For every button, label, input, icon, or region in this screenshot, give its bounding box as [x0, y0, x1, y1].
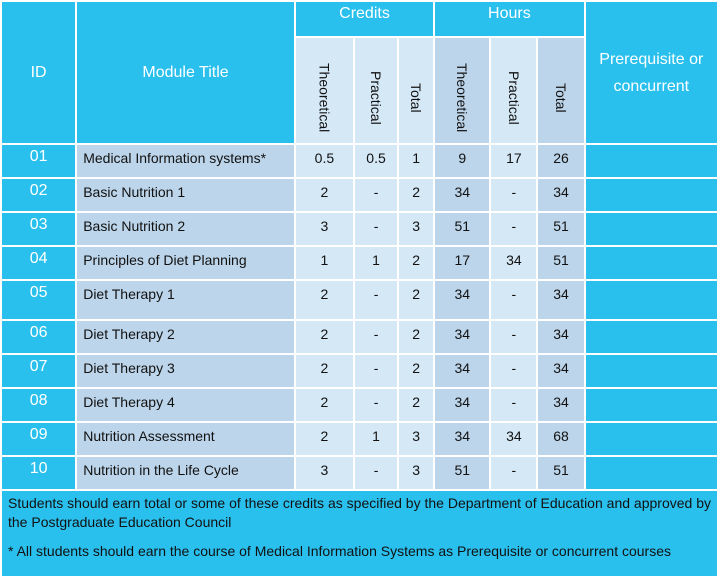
module-id-cell: 05	[2, 281, 75, 319]
module-title-cell: Diet Therapy 4	[77, 389, 294, 421]
credits-total-cell: 2	[399, 389, 433, 421]
module-title-cell: Basic Nutrition 1	[77, 179, 294, 211]
hours-total-cell: 68	[538, 423, 583, 455]
credits-total-cell: 3	[399, 457, 433, 489]
module-title-cell: Diet Therapy 2	[77, 321, 294, 353]
module-title-cell: Principles of Diet Planning	[77, 247, 294, 279]
credits-practical-header	[355, 38, 397, 143]
credits-theoretical-header	[296, 38, 353, 143]
hours-theoretical-cell: 9	[435, 145, 489, 177]
table-row	[2, 247, 717, 279]
hours-total-cell: 34	[538, 355, 583, 387]
credits-theoretical-label: Theoretical	[316, 62, 333, 133]
credits-theoretical-cell: 3	[296, 457, 353, 489]
module-title-cell: Nutrition in the Life Cycle	[77, 457, 294, 489]
module-id-cell: 10	[2, 457, 75, 489]
table-row	[2, 389, 717, 421]
table-row	[2, 281, 717, 319]
hours-theoretical-label: Theoretical	[454, 62, 471, 133]
credits-theoretical-cell: 0.5	[296, 145, 353, 177]
hours-theoretical-cell: 34	[435, 423, 489, 455]
credits-practical-label: Practical	[368, 70, 385, 125]
hours-practical-cell: -	[491, 389, 536, 421]
credits-total-header	[399, 38, 433, 143]
hours-practical-cell: -	[491, 321, 536, 353]
prerequisite-cell	[586, 281, 717, 319]
credits-practical-cell: 0.5	[355, 145, 397, 177]
hours-header: Hours	[435, 2, 583, 36]
module-title-cell: Nutrition Assessment	[77, 423, 294, 455]
prerequisite-cell	[586, 179, 717, 211]
hours-practical-cell: -	[491, 179, 536, 211]
hours-total-cell: 51	[538, 213, 583, 245]
credits-total-cell: 2	[399, 321, 433, 353]
hours-total-cell: 34	[538, 321, 583, 353]
credits-theoretical-cell: 1	[296, 247, 353, 279]
credits-practical-cell: 1	[355, 247, 397, 279]
table-row	[2, 179, 717, 211]
credits-theoretical-cell: 2	[296, 355, 353, 387]
hours-practical-cell: 17	[491, 145, 536, 177]
hours-theoretical-cell: 51	[435, 213, 489, 245]
prerequisite-header: Prerequisite or concurrent	[586, 2, 717, 143]
module-id-cell: 04	[2, 247, 75, 279]
credits-theoretical-cell: 2	[296, 321, 353, 353]
credits-theoretical-cell: 2	[296, 389, 353, 421]
credits-total-cell: 1	[399, 145, 433, 177]
prerequisite-cell	[586, 145, 717, 177]
prerequisite-cell	[586, 213, 717, 245]
module-id-cell: 02	[2, 179, 75, 211]
hours-practical-cell: -	[491, 213, 536, 245]
hours-theoretical-cell: 34	[435, 321, 489, 353]
credits-practical-cell: 1	[355, 423, 397, 455]
table-row	[2, 355, 717, 387]
table-row	[2, 145, 717, 177]
module-title-header: Module Title	[77, 2, 294, 143]
credits-total-cell: 2	[399, 179, 433, 211]
module-id-cell: 03	[2, 213, 75, 245]
prerequisite-cell	[586, 457, 717, 489]
hours-theoretical-cell: 51	[435, 457, 489, 489]
hours-practical-cell: -	[491, 355, 536, 387]
credits-theoretical-cell: 3	[296, 213, 353, 245]
hours-total-cell: 34	[538, 389, 583, 421]
hours-practical-cell: -	[491, 457, 536, 489]
module-id-cell: 09	[2, 423, 75, 455]
module-title-cell: Medical Information systems*	[77, 145, 294, 177]
hours-theoretical-header	[435, 38, 489, 143]
hours-total-cell: 34	[538, 281, 583, 319]
hours-theoretical-cell: 34	[435, 355, 489, 387]
credits-practical-cell: -	[355, 389, 397, 421]
credits-practical-cell: -	[355, 281, 397, 319]
prerequisite-cell	[586, 389, 717, 421]
id-header: ID	[2, 2, 75, 143]
prerequisite-cell	[586, 321, 717, 353]
module-id-cell: 01	[2, 145, 75, 177]
credits-total-cell: 3	[399, 213, 433, 245]
credits-practical-cell: -	[355, 355, 397, 387]
hours-total-cell: 34	[538, 179, 583, 211]
credits-practical-cell: -	[355, 457, 397, 489]
hours-practical-cell: -	[491, 281, 536, 319]
hours-theoretical-cell: 34	[435, 179, 489, 211]
module-title-cell: Basic Nutrition 2	[77, 213, 294, 245]
credits-practical-cell: -	[355, 213, 397, 245]
hours-total-cell: 51	[538, 247, 583, 279]
hours-practical-label: Practical	[505, 70, 522, 125]
footer-text: Students should earn total or some of these credits as specified by the Department of Education and approved by the Postgraduate Education Council	[8, 495, 711, 530]
table-row	[2, 213, 717, 245]
hours-practical-cell: 34	[491, 423, 536, 455]
hours-theoretical-cell: 34	[435, 389, 489, 421]
footer-notes	[2, 491, 717, 576]
credits-header: Credits	[296, 2, 433, 36]
credits-total-cell: 2	[399, 247, 433, 279]
module-id-cell: 07	[2, 355, 75, 387]
credits-total-cell: 2	[399, 281, 433, 319]
credits-total-cell: 3	[399, 423, 433, 455]
credits-total-label: Total	[408, 82, 425, 113]
credits-total-cell: 2	[399, 355, 433, 387]
footer-note: * All students should earn the course of Medical Information Systems as Prerequisite or concurrent courses	[8, 543, 671, 559]
module-title-cell: Diet Therapy 3	[77, 355, 294, 387]
prerequisite-cell	[586, 423, 717, 455]
credits-practical-cell: -	[355, 321, 397, 353]
credits-theoretical-cell: 2	[296, 179, 353, 211]
hours-total-cell: 51	[538, 457, 583, 489]
prerequisite-cell	[586, 355, 717, 387]
module-id-cell: 08	[2, 389, 75, 421]
table-row	[2, 423, 717, 455]
hours-practical-header	[491, 38, 536, 143]
credits-theoretical-cell: 2	[296, 281, 353, 319]
module-title-cell: Diet Therapy 1	[77, 281, 294, 319]
credits-practical-cell: -	[355, 179, 397, 211]
hours-theoretical-cell: 17	[435, 247, 489, 279]
hours-theoretical-cell: 34	[435, 281, 489, 319]
module-rows	[2, 145, 717, 489]
credits-theoretical-cell: 2	[296, 423, 353, 455]
module-id-cell: 06	[2, 321, 75, 353]
hours-total-label: Total	[553, 82, 569, 113]
prerequisite-cell	[586, 247, 717, 279]
hours-practical-cell: 34	[491, 247, 536, 279]
table-row	[2, 457, 717, 489]
table-row	[2, 321, 717, 353]
hours-total-cell: 26	[538, 145, 583, 177]
hours-total-header	[538, 38, 583, 143]
